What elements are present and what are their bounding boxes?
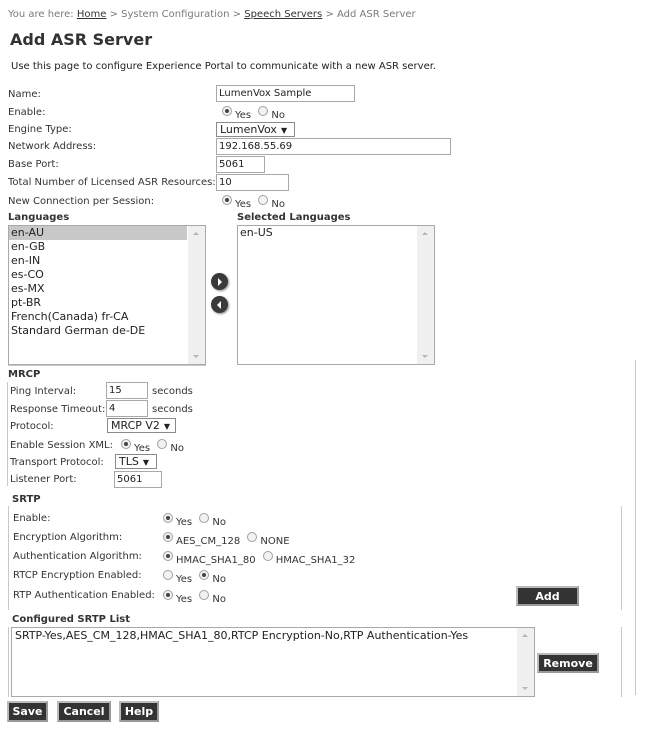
ping-interval-unit: seconds <box>152 386 193 397</box>
enable-no-label: No <box>271 110 285 121</box>
session-xml-label: Enable Session XML: <box>10 440 113 451</box>
session-xml-yes-radio[interactable] <box>121 439 131 449</box>
ping-interval-label: Ping Interval: <box>10 386 77 397</box>
encryption-aes-label: AES_CM_128 <box>176 536 241 547</box>
scroll-up-icon[interactable] <box>422 232 428 235</box>
selected-languages-heading: Selected Languages <box>237 212 351 223</box>
srtp-enable-label: Enable: <box>13 513 51 524</box>
srtp-list-border-right <box>621 627 622 697</box>
engine-type-value: LumenVox <box>220 123 277 136</box>
session-xml-yes-label: Yes <box>134 443 151 454</box>
new-connection-yes-label: Yes <box>235 199 252 210</box>
listener-port-input[interactable]: 5061 <box>114 471 162 488</box>
srtp-section-border-right <box>621 506 622 610</box>
scroll-down-icon[interactable] <box>422 355 428 358</box>
response-timeout-label: Response Timeout: <box>10 404 106 415</box>
enable-radio-group <box>222 106 289 121</box>
srtp-enable-radio-group <box>163 513 230 528</box>
enable-yes-radio[interactable] <box>222 106 232 116</box>
rtcp-encryption-no-radio[interactable] <box>199 570 209 580</box>
srtp-heading: SRTP <box>12 494 41 505</box>
rtcp-encryption-radio-group <box>163 570 230 585</box>
rtcp-encryption-label: RTCP Encryption Enabled: <box>13 570 142 581</box>
rtp-authentication-radio-group <box>163 590 230 605</box>
languages-heading: Languages <box>8 212 70 223</box>
remove-srtp-button[interactable]: Remove <box>537 653 599 673</box>
auth-hmac80-label: HMAC_SHA1_80 <box>176 555 256 566</box>
rtp-authentication-no-radio[interactable] <box>199 590 209 600</box>
encryption-none-radio[interactable] <box>247 532 257 542</box>
selected-languages-listbox[interactable] <box>237 225 435 365</box>
add-srtp-button[interactable]: Add <box>516 586 579 606</box>
language-option[interactable]: en-GB <box>11 240 46 253</box>
scroll-up-icon[interactable] <box>193 232 199 235</box>
available-languages-listbox[interactable] <box>8 225 206 365</box>
breadcrumb <box>8 9 416 20</box>
breadcrumb-home-link[interactable]: Home <box>76 9 107 20</box>
mrcp-heading: MRCP <box>8 369 41 380</box>
selected-language-option[interactable]: en-US <box>240 226 273 239</box>
srtp-enable-yes-label: Yes <box>176 517 193 528</box>
dropdown-arrow-icon: ▼ <box>280 126 288 135</box>
rtcp-encryption-no-label: No <box>212 574 226 585</box>
language-option[interactable]: French(Canada) fr-CA <box>11 310 129 323</box>
protocol-label: Protocol: <box>10 421 54 432</box>
transport-protocol-label: Transport Protocol: <box>10 457 104 468</box>
protocol-select[interactable] <box>107 418 176 433</box>
new-connection-label: New Connection per Session: <box>8 196 155 207</box>
new-connection-radio-group <box>222 195 289 210</box>
engine-type-label: Engine Type: <box>8 124 72 135</box>
dropdown-arrow-icon: ▼ <box>163 422 171 431</box>
response-timeout-input[interactable]: 4 <box>106 400 148 417</box>
name-label: Name: <box>8 89 41 100</box>
srtp-enable-yes-radio[interactable] <box>163 513 173 523</box>
authentication-algorithm-label: Authentication Algorithm: <box>13 551 142 562</box>
engine-type-select[interactable] <box>216 122 295 137</box>
rtp-authentication-yes-label: Yes <box>176 594 193 605</box>
ping-interval-input[interactable]: 15 <box>106 382 148 399</box>
breadcrumb-system-configuration: System Configuration <box>121 9 230 20</box>
add-language-arrow-button[interactable] <box>211 273 228 290</box>
rtcp-encryption-yes-radio[interactable] <box>163 570 173 580</box>
authentication-algorithm-radio-group <box>163 551 359 566</box>
session-xml-no-radio[interactable] <box>157 439 167 449</box>
language-option[interactable]: es-MX <box>11 282 45 295</box>
remove-language-arrow-button[interactable] <box>211 296 228 313</box>
scroll-up-icon[interactable] <box>522 634 528 637</box>
base-port-input[interactable]: 5061 <box>216 156 265 173</box>
srtp-enable-no-label: No <box>212 517 226 528</box>
breadcrumb-separator: > <box>109 9 118 20</box>
page-title: Add ASR Server <box>10 30 153 49</box>
auth-hmac80-radio[interactable] <box>163 551 173 561</box>
encryption-none-label: NONE <box>260 536 290 547</box>
language-option[interactable]: pt-BR <box>11 296 42 309</box>
dropdown-arrow-icon: ▼ <box>142 458 149 467</box>
language-option[interactable]: es-CO <box>11 268 44 281</box>
network-address-input[interactable]: 192.168.55.69 <box>216 138 451 155</box>
configured-srtp-list-heading: Configured SRTP List <box>12 614 130 625</box>
srtp-list-border-left <box>8 627 9 697</box>
divider <box>8 365 206 366</box>
scroll-down-icon[interactable] <box>193 355 199 358</box>
session-xml-radio-group <box>121 439 188 454</box>
breadcrumb-separator: > <box>325 9 334 20</box>
transport-protocol-value: TLS <box>119 455 139 468</box>
enable-yes-label: Yes <box>235 110 252 121</box>
help-button[interactable]: Help <box>119 701 159 722</box>
session-xml-no-label: No <box>170 443 184 454</box>
scroll-down-icon[interactable] <box>522 687 528 690</box>
new-connection-yes-radio[interactable] <box>222 195 232 205</box>
auth-hmac32-label: HMAC_SHA1_32 <box>275 555 356 566</box>
save-button[interactable]: Save <box>7 701 48 722</box>
language-option[interactable]: en-AU <box>9 226 187 240</box>
new-connection-no-radio[interactable] <box>258 195 268 205</box>
auth-hmac32-radio[interactable] <box>263 551 273 561</box>
selected-languages-scrollbar[interactable] <box>417 226 434 364</box>
rtcp-encryption-yes-label: Yes <box>176 574 193 585</box>
srtp-list-scrollbar[interactable] <box>517 628 534 696</box>
breadcrumb-current: Add ASR Server <box>337 9 416 20</box>
licensed-resources-input[interactable]: 10 <box>216 174 289 191</box>
language-option[interactable]: en-IN <box>11 254 41 267</box>
new-connection-no-label: No <box>271 199 285 210</box>
configured-srtp-listbox[interactable] <box>11 627 535 697</box>
srtp-enable-no-radio[interactable] <box>199 513 209 523</box>
mrcp-section-border <box>7 382 8 486</box>
srtp-section-border-left <box>8 506 9 610</box>
breadcrumb-prefix: You are here: <box>8 9 74 20</box>
page-border-right <box>635 360 636 695</box>
network-address-label: Network Address: <box>8 141 97 152</box>
srtp-list-item[interactable]: SRTP-Yes,AES_CM_128,HMAC_SHA1_80,RTCP Encryption-No,RTP Authentication-Yes <box>15 629 469 642</box>
encryption-aes-radio[interactable] <box>163 532 173 542</box>
rtp-authentication-yes-radio[interactable] <box>163 590 173 600</box>
listener-port-label: Listener Port: <box>10 474 77 485</box>
cancel-button[interactable]: Cancel <box>57 701 111 722</box>
enable-label: Enable: <box>8 107 46 118</box>
response-timeout-unit: seconds <box>152 404 193 415</box>
enable-no-radio[interactable] <box>258 106 268 116</box>
breadcrumb-speech-servers-link[interactable]: Speech Servers <box>244 9 323 20</box>
protocol-value: MRCP V2 <box>111 419 160 432</box>
encryption-algorithm-label: Encryption Algorithm: <box>13 532 123 543</box>
licensed-resources-label: Total Number of Licensed ASR Resources: <box>8 177 216 188</box>
available-languages-scrollbar[interactable] <box>188 226 205 364</box>
transport-protocol-select[interactable] <box>115 454 157 469</box>
base-port-label: Base Port: <box>8 159 59 170</box>
name-input[interactable]: LumenVox Sample <box>216 85 355 102</box>
encryption-algorithm-radio-group <box>163 532 294 547</box>
page-description: Use this page to configure Experience Portal to communicate with a new ASR server. <box>11 61 437 72</box>
breadcrumb-separator: > <box>232 9 242 20</box>
rtp-authentication-label: RTP Authentication Enabled: <box>13 590 155 601</box>
language-option[interactable]: Standard German de-DE <box>11 324 146 337</box>
rtp-authentication-no-label: No <box>212 594 226 605</box>
